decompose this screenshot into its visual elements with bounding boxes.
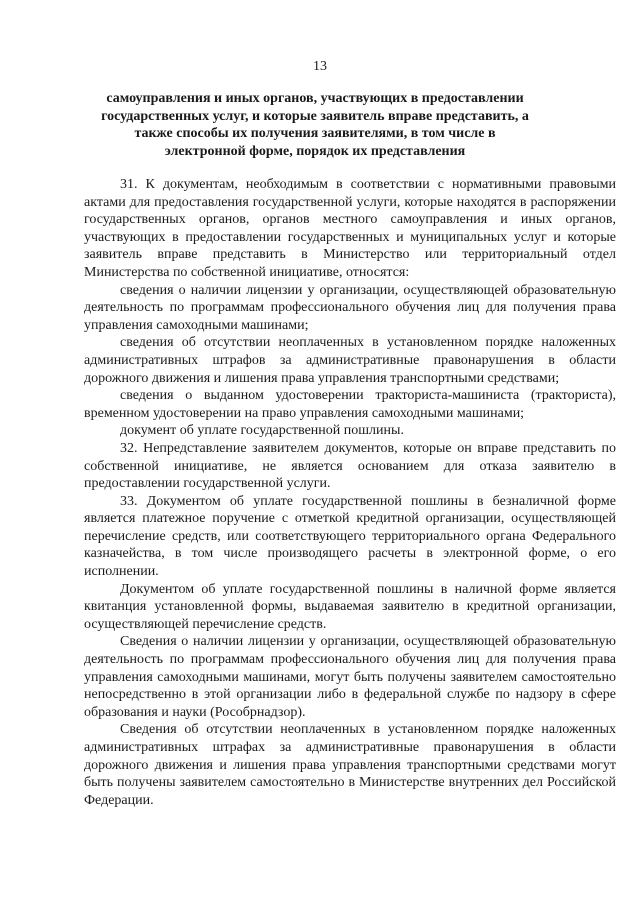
page-number: 13 — [313, 59, 327, 74]
list-item-tractor-license-info: сведения о выданном удостоверении тракториста-машиниста (тракториста), временном удостоверении на право управления самоходными машинами; — [84, 388, 616, 421]
document-body — [84, 176, 616, 809]
list-item-license-info: сведения о наличии лицензии у организации, осуществляющей образовательную деятельность по программам профессионального обучения лиц для получения права управления самоходными машинами; — [84, 282, 616, 333]
paragraph-fines-obtaining: Сведения об отсутствии неоплаченных в установленном порядке наложенных административных штрафах за административные правонарушения в области дорожного движения и лишения права управления транспортными средствами могут быть получены заявителем самостоятельно в Министерстве внутренних дел Российской Федерации. — [84, 722, 616, 808]
paragraph-license-obtaining: Сведения о наличии лицензии у организации, осуществляющей образовательную деятельность по программам профессионального обучения лиц для получения права управления самоходными машинами, могут быть получены заявителем самостоятельно непосредственно в этой организации либо в федеральной службе по надзору в сфере образования и науки (Рособрнадзор). — [84, 634, 616, 720]
paragraph-32: 32. Непредставление заявителем документов, которые он вправе представить по собственной инициативе, не является основанием для отказа заявителю в предоставлении государственной услуги. — [84, 440, 616, 492]
paragraph-33: 33. Документом об уплате государственной пошлины в безналичной форме является платежное поручение с отметкой кредитной организации, осуществляющей перечисление средств, или соответствующего территориального органа Федерального казначейства, в том числе производящего расчеты в электронной форме, о его исполнении. — [84, 493, 616, 580]
paragraph-31: 31. К документам, необходимым в соответствии с нормативными правовыми актами для предоставления государственной услуги, которые находятся в распоряжении государственных органов, органов местного самоуправления и иных органов, участвующих в предоставлении государственных и муниципальных услуг и которые заявитель вправе представить в Министерство или территориальный отдел Министерства по собственной инициативе, относятся: — [84, 177, 616, 280]
paragraph-cash-payment: Документом об уплате государственной пошлины в наличной форме является квитанция установленной формы, выдаваемая заявителю в кредитной организации, осуществляющей перечисление средств. — [84, 581, 616, 632]
list-item-fines-info: сведения об отсутствии неоплаченных в установленном порядке наложенных административных штрафов за административные правонарушения в области дорожного движения и лишения права управления транспортными средствами; — [84, 335, 616, 386]
list-item-fee-document: документ об уплате государственной пошлины. — [120, 423, 404, 439]
section-heading: самоуправления и иных органов, участвующих в предоставлении государственных услуг, и которые заявитель вправе представить, а также способы их получения заявителями, в том числе в электронной форме, порядок их представления — [101, 91, 529, 159]
